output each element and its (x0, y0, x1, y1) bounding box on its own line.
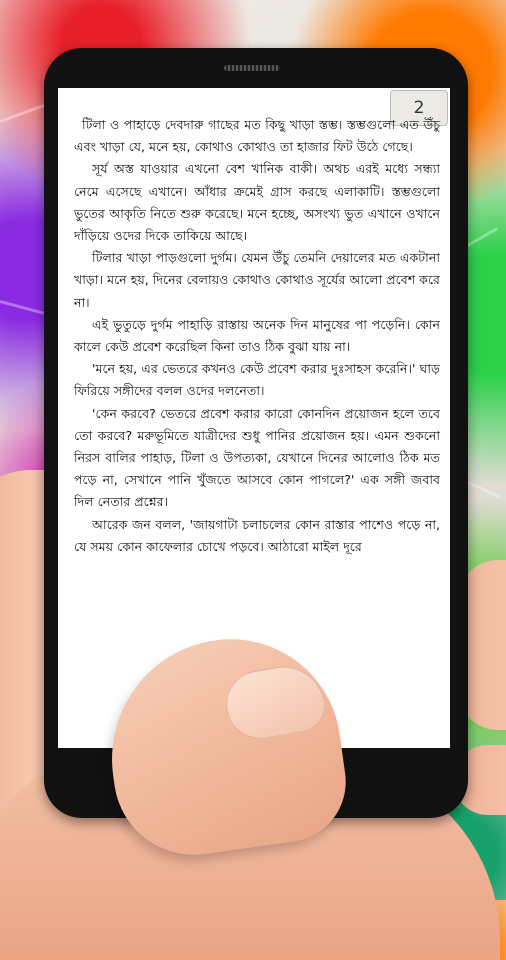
paragraph: 'মনে হয়, এর ভেতরে কখনও কেউ প্রবেশ করার দুঃসাহস করেনি।' ঘাড় ফিরিয়ে সঙ্গীদের বলল ওদের দলনেতা। (74, 361, 440, 399)
phone-speaker (224, 65, 280, 71)
paragraph: এই ভুতুড়ে দুর্গম পাহাড়ি রাস্তায় অনেক দিন মানুষের পা পড়েনি। কোন কালে কেউ প্রবেশ করেছিল কিনা তাও ঠিক বুঝা যায় না। (74, 316, 440, 355)
page-number-badge[interactable]: 2 (390, 90, 448, 126)
paragraph: সূর্য অস্ত যাওয়ার এখনো বেশ খানিক বাকী। অথচ এরই মধ্যে সন্ধ্যা নেমে এসেছে এখানে। আঁধার ক্রমেই গ্রাস করছে এলাকাটি। স্তম্ভগুলো ভুতের আকৃতি নিতে শুরু করেছে। মনে হচ্ছে, অসংখ্য ভুত এখানে ওখানে দাঁড়িয়ে ওদের দিকে তাকিয়ে আছে। (74, 161, 440, 244)
book-text (74, 114, 440, 558)
paragraph: 'কেন করবে? ভেতরে প্রবেশ করার কারো কোনদিন প্রয়োজন হলে তবে তো করবে? মরুভূমিতে যাত্রীদের শুধু পানির প্রয়োজন হয়। এমন শুকনো নিরস বালির পাহাড়, টিলা ও উপত্যকা, যেখানে দিনের আলোও ঠিক মত পড়ে না, সেখানে পানি খুঁজতে আসবে কোন পাগলে?' এক সঙ্গী জবাব দিল নেতার প্রশ্নের। (74, 405, 440, 510)
paragraph: টিলা ও পাহাড়ে দেবদারু গাছের মত কিছু খাড়া স্তম্ভ। স্তম্ভগুলো এত উঁচু এবং খাড়া যে, মনে হয়, কোথাও কোথাও তা হাজার ফিট উঠে গেছে। (74, 117, 440, 155)
paragraph: টিলার খাড়া পাড়গুলো দুর্গম। যেমন উঁচু তেমনি দেয়ালের মত একটানা খাড়া। মনে হয়, দিনের বেলায়ও কোথাও কোথাও সূর্যের আলো প্রবেশ করে না। (74, 250, 440, 310)
paragraph: আরেক জন বলল, 'জায়গাটা চলাচলের কোন রাস্তার পাশেও পড়ে না, যে সময় কোন কাফেলার চোখে পড়বে। আঠারো মাইল দূরে (74, 516, 440, 554)
